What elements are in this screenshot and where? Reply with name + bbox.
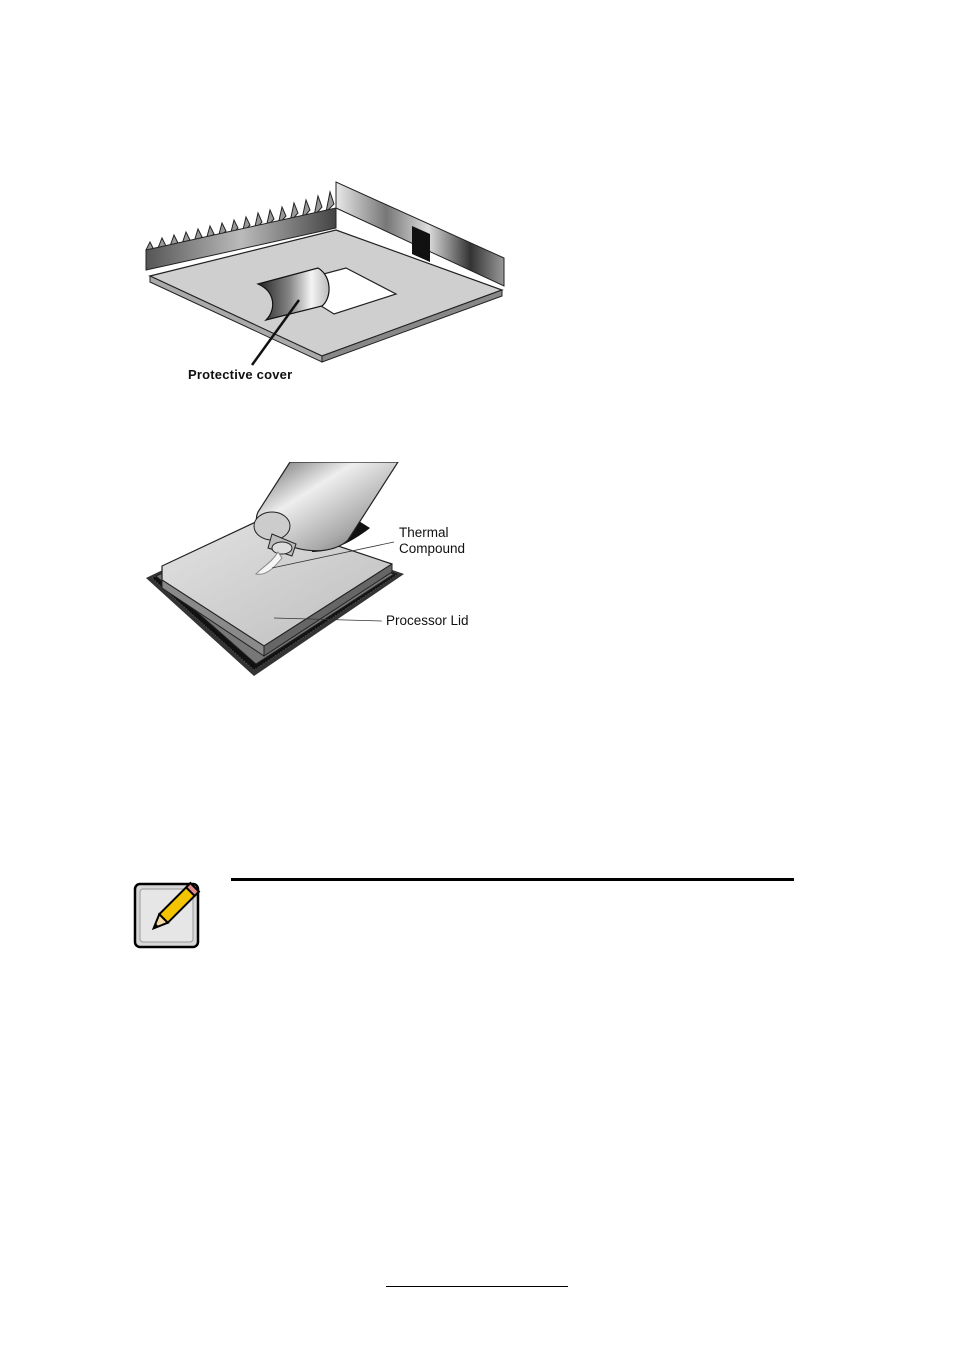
note-divider [231,878,794,881]
thermal-compound-figure [142,462,516,678]
heatsink-illustration [136,180,516,390]
footer-divider [386,1286,568,1287]
heatsink-figure [136,180,516,390]
processor-lid-label: Processor Lid [386,613,469,628]
thermal-compound-label-line1: Thermal [399,525,449,540]
thermal-compound-label-line2: Compound [399,541,466,556]
pencil-note-icon [132,876,208,952]
protective-cover-label: Protective cover [188,367,293,382]
cpu-thermal-illustration [142,462,516,678]
note-callout [132,876,208,952]
thermal-compound-label [399,525,465,557]
